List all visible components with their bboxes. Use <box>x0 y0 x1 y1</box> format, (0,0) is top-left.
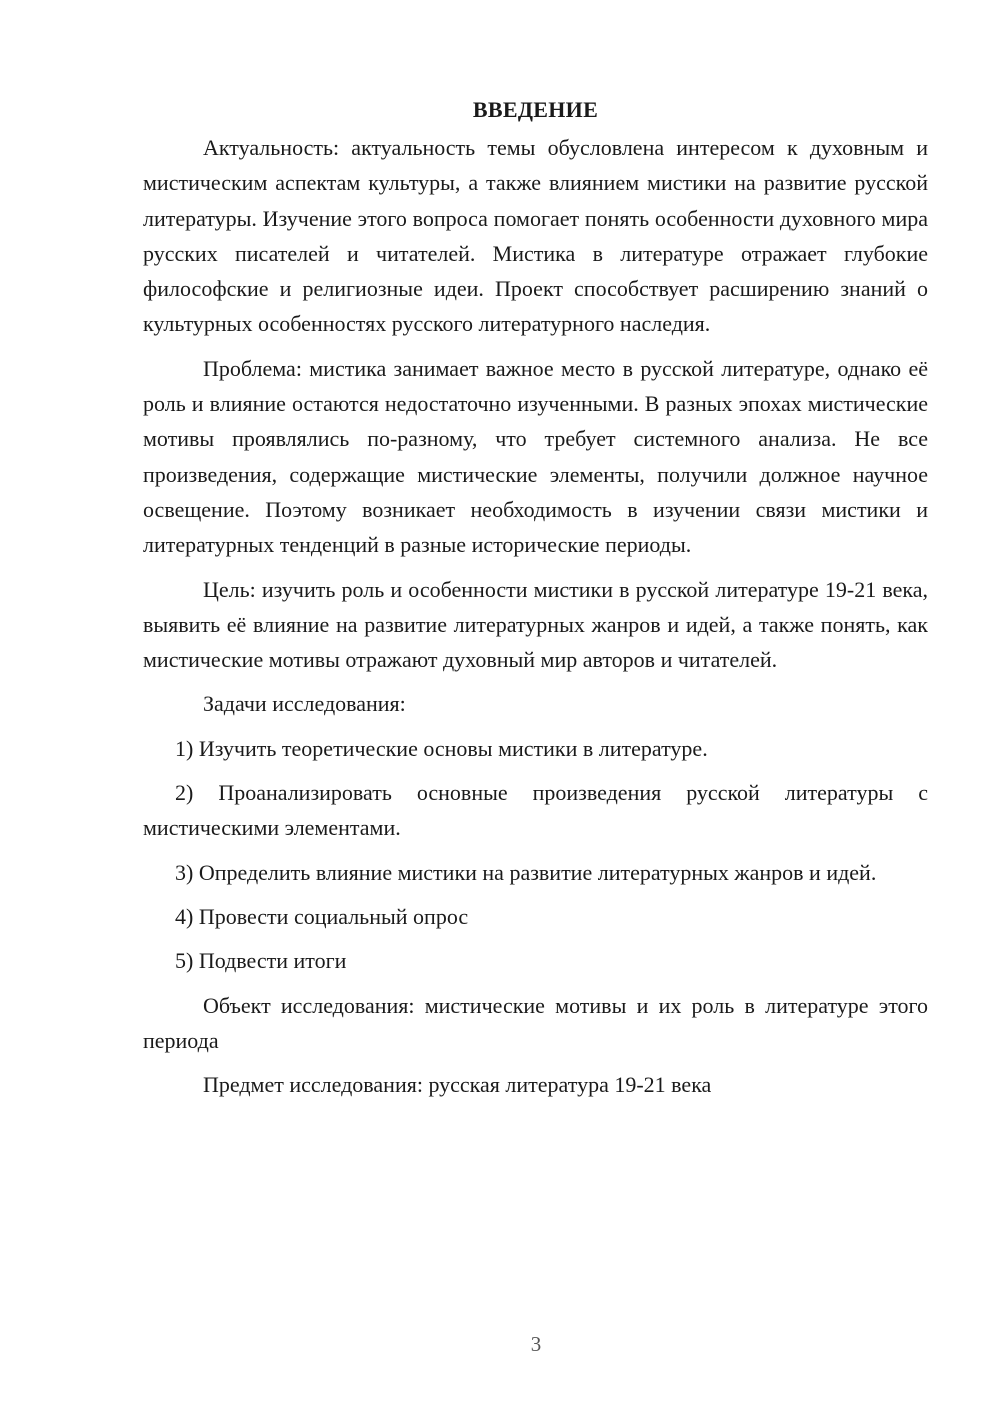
paragraph-goal: Цель: изучить роль и особенности мистики в русской литературе 19-21 века, выявить её влияние на развитие литературных жанров и идей, а также понять, как мистические мотивы отражают духовный мир авторов и читателей. <box>143 576 928 673</box>
paragraph-problem: Проблема: мистика занимает важное место в русской литературе, однако её роль и влияние остаются недостаточно изученными. В разных эпохах мистические мотивы проявлялись по-разному, что требует системного анализа. Не все произведения, содержащие мистические элементы, получили должное научное освещение. Поэтому возникает необходимость в изучении связи мистики и литературных тенденций в разные исторические периоды. <box>143 355 928 558</box>
task-item: 1) Изучить теоретические основы мистики в литературе. <box>175 735 708 761</box>
paragraph-object: Объект исследования: мистические мотивы и их роль в литературе этого периода <box>143 992 928 1053</box>
task-item: 3) Определить влияние мистики на развитие литературных жанров и идей. <box>175 859 877 885</box>
page-number: 3 <box>530 1332 542 1356</box>
paragraph-subject: Предмет исследования: русская литература 19-21 века <box>203 1072 712 1098</box>
task-item: 5) Подвести итоги <box>175 948 347 974</box>
paragraph-relevance: Актуальность: актуальность темы обусловлена интересом к духовным и мистическим аспектам культуры, а также влиянием мистики на развитие русской литературы. Изучение этого вопроса помогает понять особенности духовного мира русских писателей и читателей. Мистика в литературе отражает глубокие философские и религиозные идеи. Проект способствует расширению знаний о культурных особенностях русского литературного наследия. <box>143 135 928 337</box>
tasks-heading: Задачи исследования: <box>203 691 406 717</box>
task-item: 2) Проанализировать основные произведения русской литературы с мистическими элементами. <box>143 780 928 841</box>
page-title: ВВЕДЕНИЕ <box>472 97 599 122</box>
task-item: 4) Провести социальный опрос <box>175 903 469 929</box>
page-content <box>143 92 928 1111</box>
